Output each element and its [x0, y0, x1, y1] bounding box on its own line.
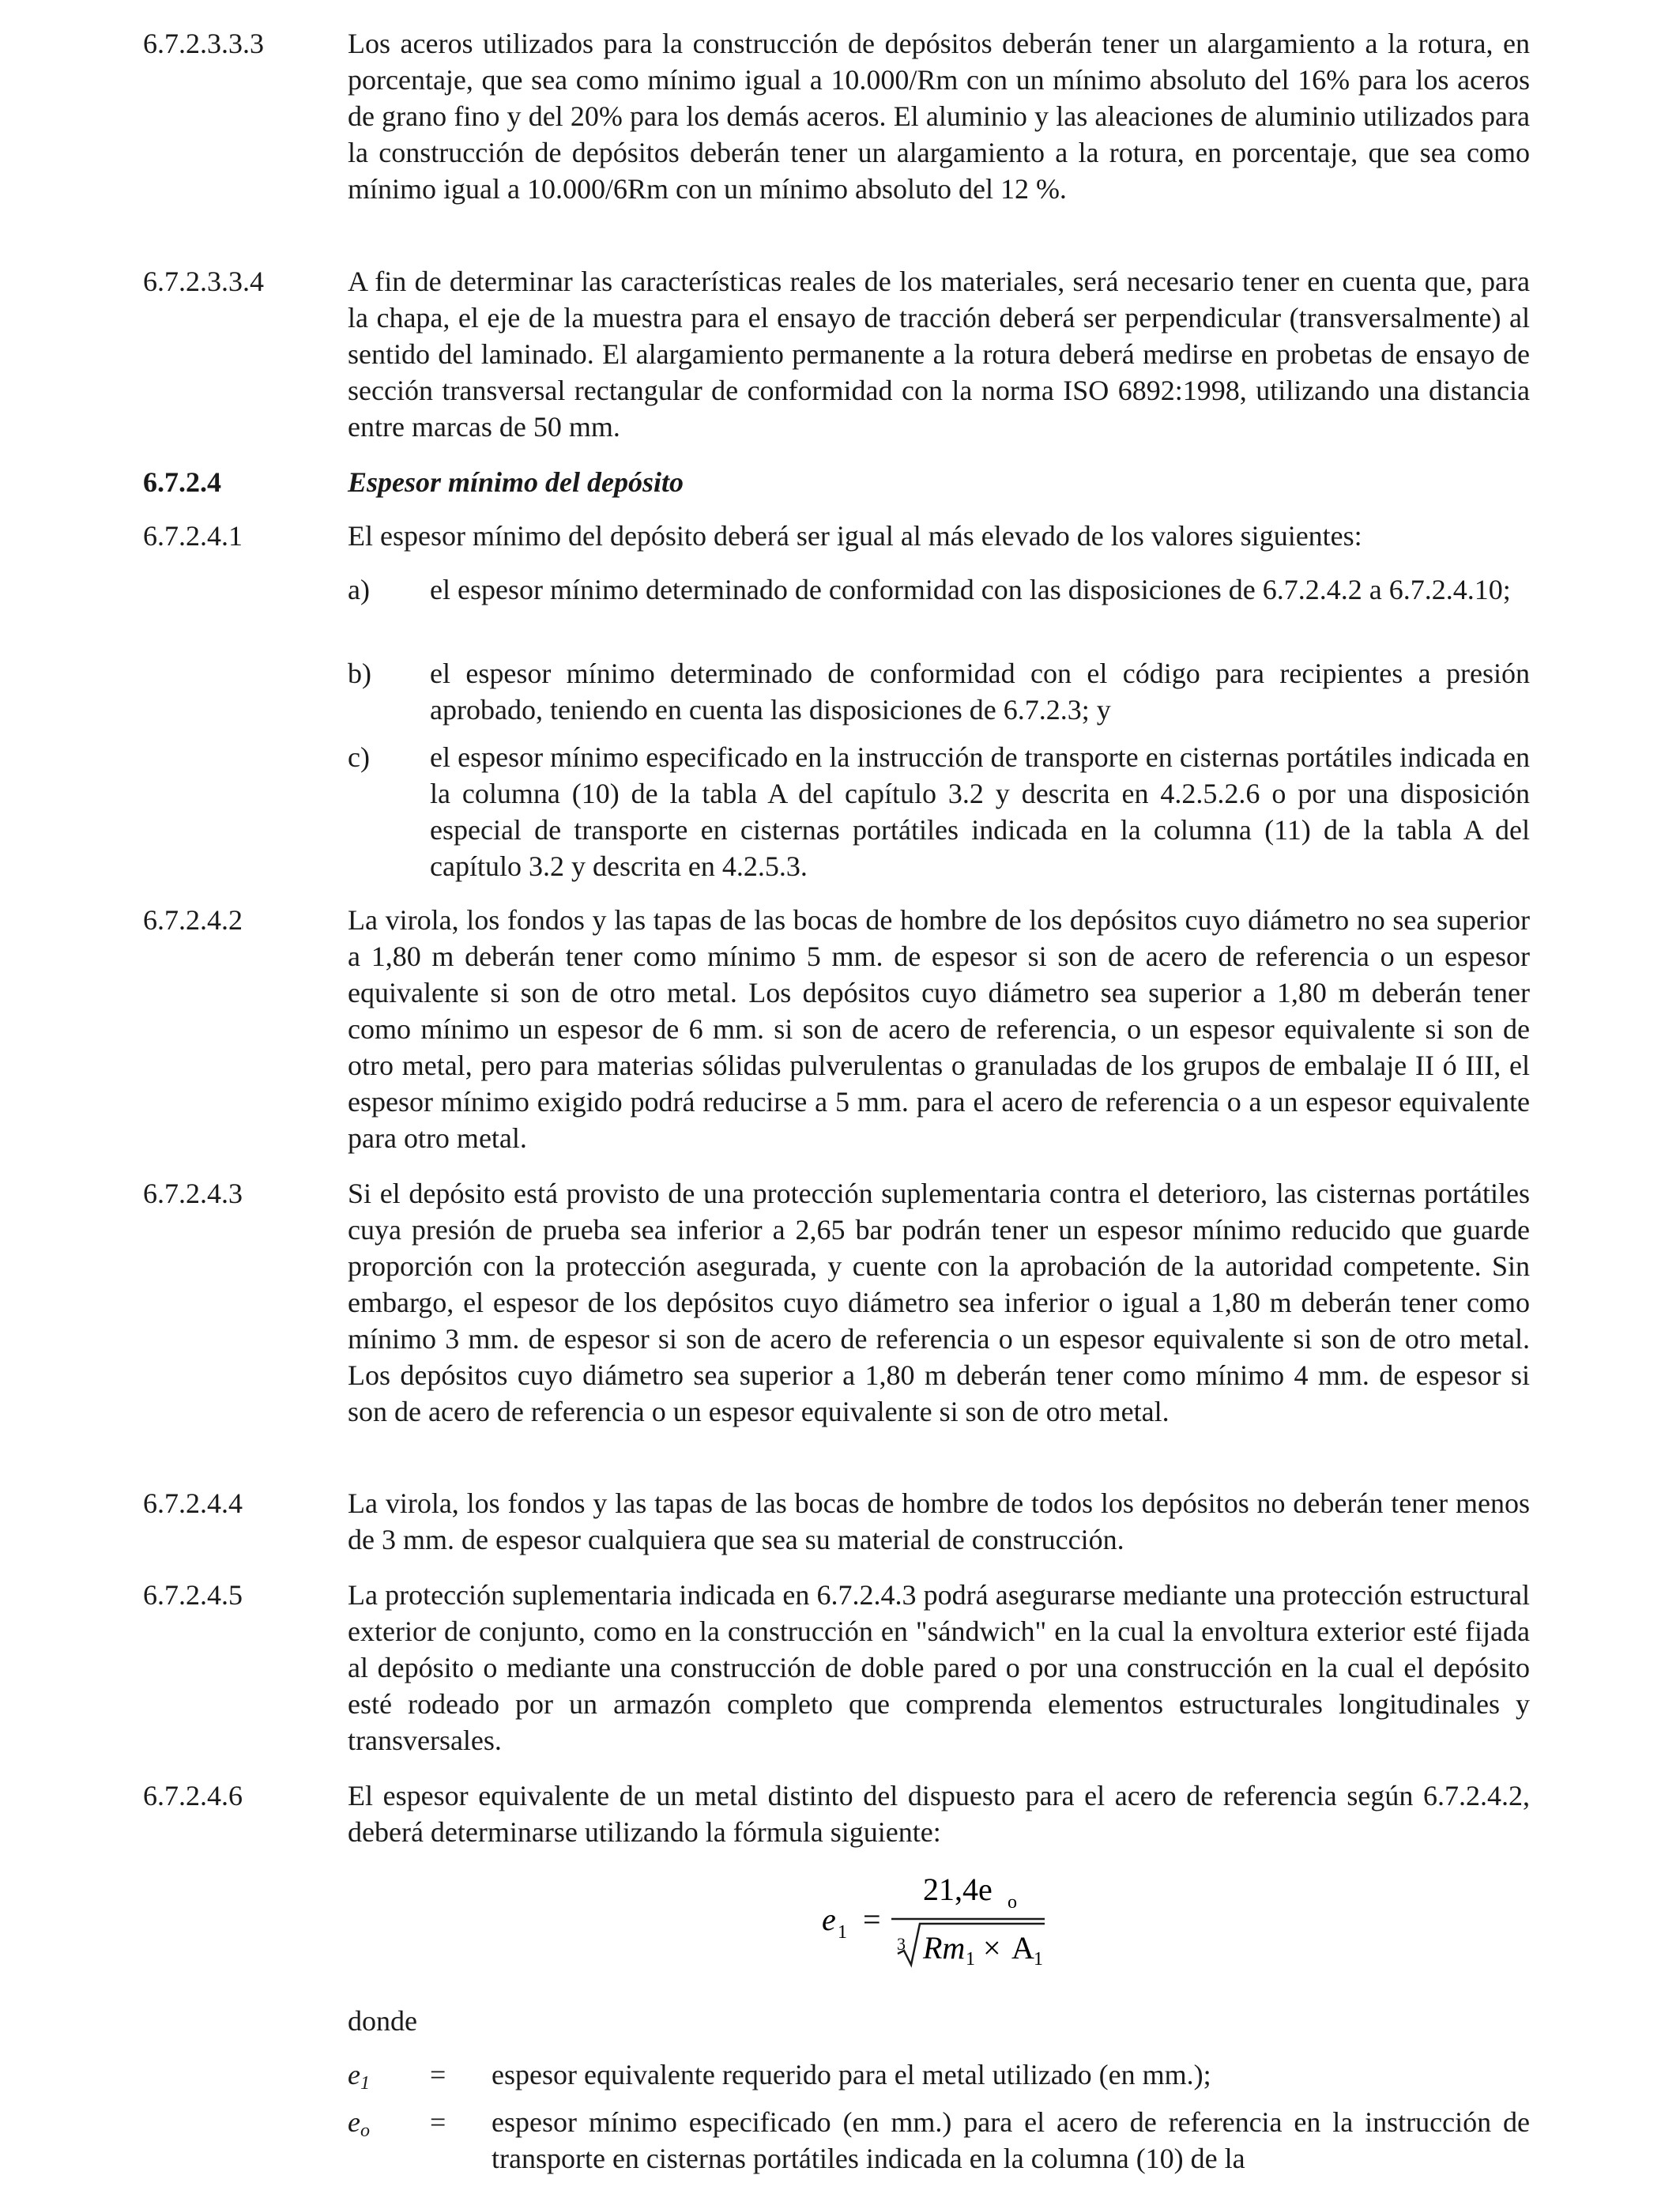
symbol-sub: o — [360, 2120, 370, 2141]
section-number: 6.7.2.4.6 — [143, 1780, 243, 1811]
donde-label: donde — [348, 2005, 417, 2037]
list-item-letter: a) — [348, 574, 370, 605]
formula-numerator: 21,4e — [923, 1872, 993, 1907]
section-number: 6.7.2.4 — [143, 466, 221, 498]
section-number: 6.7.2.4.4 — [143, 1487, 243, 1519]
list-item-letter: c) — [348, 741, 370, 773]
symbol-letter: e — [348, 2059, 360, 2090]
symbol-letter: e — [348, 2106, 360, 2138]
section-number: 6.7.2.4.5 — [143, 1579, 243, 1611]
equivalent-thickness-formula — [822, 1867, 1075, 1970]
formula-rm-sub: 1 — [966, 1949, 975, 1970]
list-item-text: el espesor mínimo especificado en la instrucción de transporte en cisternas portátiles indicada en la columna (10) de la tabla A del capítulo 3.2 y descrita en 4.2.5.2.6 o por una disposición especial de transporte en cisternas portátiles indicada en la columna (11) de la tabla A del capítulo 3.2 y descrita en 4.2.5.3. — [430, 741, 1530, 882]
definition-text: espesor equivalente requerido para el metal utilizado (en mm.); — [492, 2059, 1211, 2090]
symbol-sub: 1 — [360, 2073, 370, 2094]
section-number: 6.7.2.3.3.4 — [143, 266, 264, 297]
definition-text: espesor mínimo especificado (en mm.) para el acero de referencia en la instrucción de transporte en cisternas portátiles indicada en la columna (10) de la — [492, 2106, 1530, 2174]
section-number: 6.7.2.4.3 — [143, 1178, 243, 1209]
formula-equals: = — [863, 1902, 881, 1937]
list-item-letter: b) — [348, 658, 371, 689]
list-item-text: el espesor mínimo determinado de conformidad con las disposiciones de 6.7.2.4.2 a 6.7.2.4.10; — [430, 574, 1511, 605]
section-text: Los aceros utilizados para la construcción de depósitos deberán tener un alargamiento a la rotura, en porcentaje, que sea como mínimo igual a 10.000/Rm con un mínimo absoluto del 16% para los aceros de grano fino y del 20% para los demás aceros. El aluminio y las aleaciones de aluminio utilizados para la construcción de depósitos deberán tener un alargamiento a la rotura, en porcentaje, que sea como mínimo igual a 10.000/6Rm con un mínimo absoluto del 12 %. — [348, 28, 1530, 205]
section-text: La virola, los fondos y las tapas de las bocas de hombre de todos los depósitos no deberán tener menos de 3 mm. de espesor cualquiera que sea su material de construcción. — [348, 1487, 1530, 1555]
section-heading: Espesor mínimo del depósito — [348, 466, 684, 498]
definition-equals: = — [430, 2059, 446, 2090]
formula-svg — [822, 1867, 1075, 1970]
definition-equals: = — [430, 2106, 446, 2138]
definition-symbol — [348, 2056, 370, 2102]
formula-rm: Rm — [923, 1930, 966, 1966]
section-text: El espesor mínimo del depósito deberá ser igual al más elevado de los valores siguientes: — [348, 520, 1362, 552]
section-text: Si el depósito está provisto de una protección suplementaria contra el deterioro, las cisternas portátiles cuya presión de prueba sea inferior a 2,65 bar podrán tener un espesor mínimo reducido que guarde proporción con la protección asegurada, y cuente con la aprobación de la autoridad competente. Sin embargo, el espesor de los depósitos cuyo diámetro sea inferior o igual a 1,80 m deberán tener como mínimo 3 mm. de espesor si son de acero de referencia o un espesor equivalente si son de otro metal. Los depósitos cuyo diámetro sea superior a 1,80 m deberán tener como mínimo 4 mm. de espesor si son de acero de referencia o un espesor equivalente si son de otro metal. — [348, 1178, 1530, 1427]
section-text: La virola, los fondos y las tapas de las bocas de hombre de los depósitos cuyo diámetro no sea superior a 1,80 m deberán tener como mínimo 5 mm. de espesor si son de acero de referencia o un espesor equivalente si son de otro metal. Los depósitos cuyo diámetro sea superior a 1,80 m deberán tener como mínimo un espesor de 6 mm. si son de acero de referencia, o un espesor equivalente si son de otro metal, pero para materias sólidas pulverulentas o granuladas de los grupos de embalaje II ó III, el espesor mínimo exigido podrá reducirse a 5 mm. para el acero de referencia o a un espesor equivalente para otro metal. — [348, 904, 1530, 1154]
section-text: La protección suplementaria indicada en 6.7.2.4.3 podrá asegurarse mediante una protección estructural exterior de conjunto, como en la construcción en "sándwich" en la cual la envoltura exterior esté fijada al depósito o mediante una construcción de doble pared o por una construcción en la cual el depósito esté rodeado por un armazón completo que comprenda elementos estructurales longitudinales y transversales. — [348, 1579, 1530, 1756]
section-text: El espesor equivalente de un metal distinto del dispuesto para el acero de referencia según 6.7.2.4.2, deberá determinarse utilizando la fórmula siguiente: — [348, 1780, 1530, 1848]
formula-times: × — [983, 1930, 1001, 1966]
formula-lhs-sub: 1 — [838, 1922, 847, 1943]
section-number: 6.7.2.4.1 — [143, 520, 243, 552]
section-number: 6.7.2.3.3.3 — [143, 28, 264, 59]
formula-a-sub: 1 — [1034, 1949, 1043, 1970]
list-item-text: el espesor mínimo determinado de conformidad con el código para recipientes a presión aprobado, teniendo en cuenta las disposiciones de 6.7.2.3; y — [430, 658, 1530, 726]
section-text: A fin de determinar las características reales de los materiales, será necesario tener en cuenta que, para la chapa, el eje de la muestra para el ensayo de tracción deberá ser perpendicular (transversalmente) al sentido del laminado. El alargamiento permanente a la rotura deberá medirse en probetas de ensayo de sección transversal rectangular de conformidad con la norma ISO 6892:1998, utilizando una distancia entre marcas de 50 mm. — [348, 266, 1530, 443]
section-number: 6.7.2.4.2 — [143, 904, 243, 936]
definition-symbol — [348, 2104, 370, 2149]
formula-a: A — [1011, 1930, 1034, 1966]
formula-lhs: e — [822, 1902, 836, 1937]
root-index: 3 — [897, 1934, 906, 1954]
formula-numerator-sub: o — [1008, 1892, 1017, 1913]
